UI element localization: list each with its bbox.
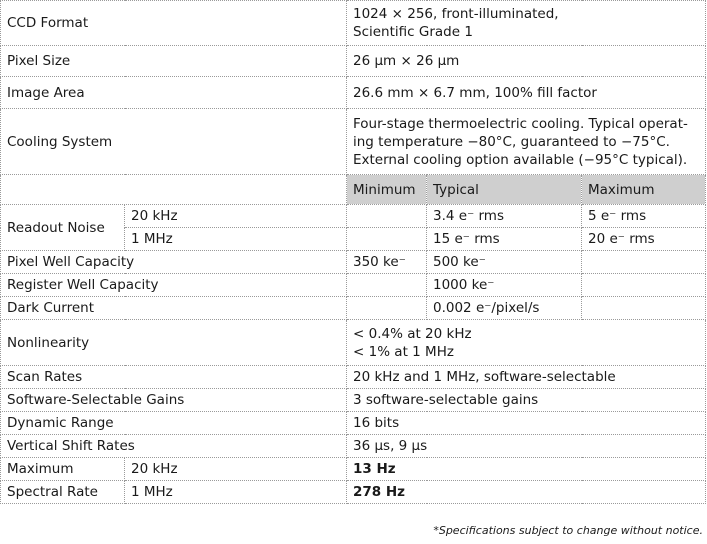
ccd-format-line1: 1024 × 256, front-illuminated, [353, 6, 559, 22]
scan-rates-value: 20 kHz and 1 MHz, software-selectable [347, 366, 706, 389]
cooling-line3: External cooling option available (−95°C typical). [353, 151, 688, 168]
register-well-min [347, 274, 427, 297]
nonlinearity-label: Nonlinearity [1, 320, 347, 366]
table-row [1, 297, 706, 320]
pixel-well-min: 350 ke⁻ [347, 251, 427, 274]
footnote: *Specifications subject to change without notice. [433, 524, 703, 537]
dark-current-typical: 0.002 e⁻/pixel/s [427, 297, 582, 320]
table-row [1, 109, 706, 175]
spectral-rate-label-line2: Spectral Rate [1, 481, 125, 504]
pixel-well-typical: 500 ke⁻ [427, 251, 582, 274]
table-row [1, 389, 706, 412]
dark-current-min [347, 297, 427, 320]
header-typical: Typical [427, 175, 582, 205]
readout-noise-rate: 20 kHz [125, 205, 347, 228]
cooling-line1: Four-stage thermoelectric cooling. Typical operat- [353, 115, 688, 132]
spectral-rate-value: 278 Hz [347, 481, 706, 504]
ccd-format-label: CCD Format [1, 1, 347, 46]
spectral-rate-value: 13 Hz [347, 458, 706, 481]
spectral-rate-label-line1: Maximum [1, 458, 125, 481]
readout-noise-typical: 3.4 e⁻ rms [427, 205, 582, 228]
header-minimum: Minimum [347, 175, 427, 205]
readout-noise-label: Readout Noise [1, 205, 125, 251]
image-area-label: Image Area [1, 77, 347, 109]
gains-value: 3 software-selectable gains [347, 389, 706, 412]
ccd-format-value [347, 1, 706, 46]
scan-rates-label: Scan Rates [1, 366, 347, 389]
register-well-label: Register Well Capacity [1, 274, 347, 297]
table-row [1, 320, 706, 366]
nonlinearity-line2: < 1% at 1 MHz [353, 343, 454, 360]
ccd-format-line2: Scientific Grade 1 [353, 24, 473, 40]
pixel-well-max [582, 251, 706, 274]
table-row [1, 435, 706, 458]
column-header-row [1, 175, 706, 205]
pixel-size-value: 26 µm × 26 µm [347, 46, 706, 77]
table-row [1, 481, 706, 504]
dark-current-label: Dark Current [1, 297, 347, 320]
table-row [1, 412, 706, 435]
table-row [1, 274, 706, 297]
pixel-well-label: Pixel Well Capacity [1, 251, 347, 274]
nonlinearity-value [347, 320, 706, 366]
table-row [1, 46, 706, 77]
readout-noise-max: 5 e⁻ rms [582, 205, 706, 228]
cooling-value [347, 109, 706, 175]
table-row [1, 1, 706, 46]
table-row [1, 366, 706, 389]
image-area-value: 26.6 mm × 6.7 mm, 100% fill factor [347, 77, 706, 109]
header-maximum: Maximum [582, 175, 706, 205]
readout-noise-max: 20 e⁻ rms [582, 228, 706, 251]
register-well-max [582, 274, 706, 297]
vertical-shift-value: 36 µs, 9 µs [347, 435, 706, 458]
gains-label: Software-Selectable Gains [1, 389, 347, 412]
table-row [1, 251, 706, 274]
register-well-typical: 1000 ke⁻ [427, 274, 582, 297]
table-row [1, 458, 706, 481]
readout-noise-min [347, 228, 427, 251]
spectral-rate-rate: 20 kHz [125, 458, 347, 481]
nonlinearity-line1: < 0.4% at 20 kHz [353, 325, 472, 342]
header-blank [1, 175, 347, 205]
vertical-shift-label: Vertical Shift Rates [1, 435, 347, 458]
cooling-label: Cooling System [1, 109, 347, 175]
dark-current-max [582, 297, 706, 320]
cooling-line2: ing temperature −80°C, guaranteed to −75°C. [353, 133, 670, 150]
pixel-size-label: Pixel Size [1, 46, 347, 77]
dynamic-range-value: 16 bits [347, 412, 706, 435]
dynamic-range-label: Dynamic Range [1, 412, 347, 435]
readout-noise-typical: 15 e⁻ rms [427, 228, 582, 251]
spectral-rate-rate: 1 MHz [125, 481, 347, 504]
readout-noise-rate: 1 MHz [125, 228, 347, 251]
readout-noise-min [347, 205, 427, 228]
table-row [1, 205, 706, 228]
table-row [1, 77, 706, 109]
